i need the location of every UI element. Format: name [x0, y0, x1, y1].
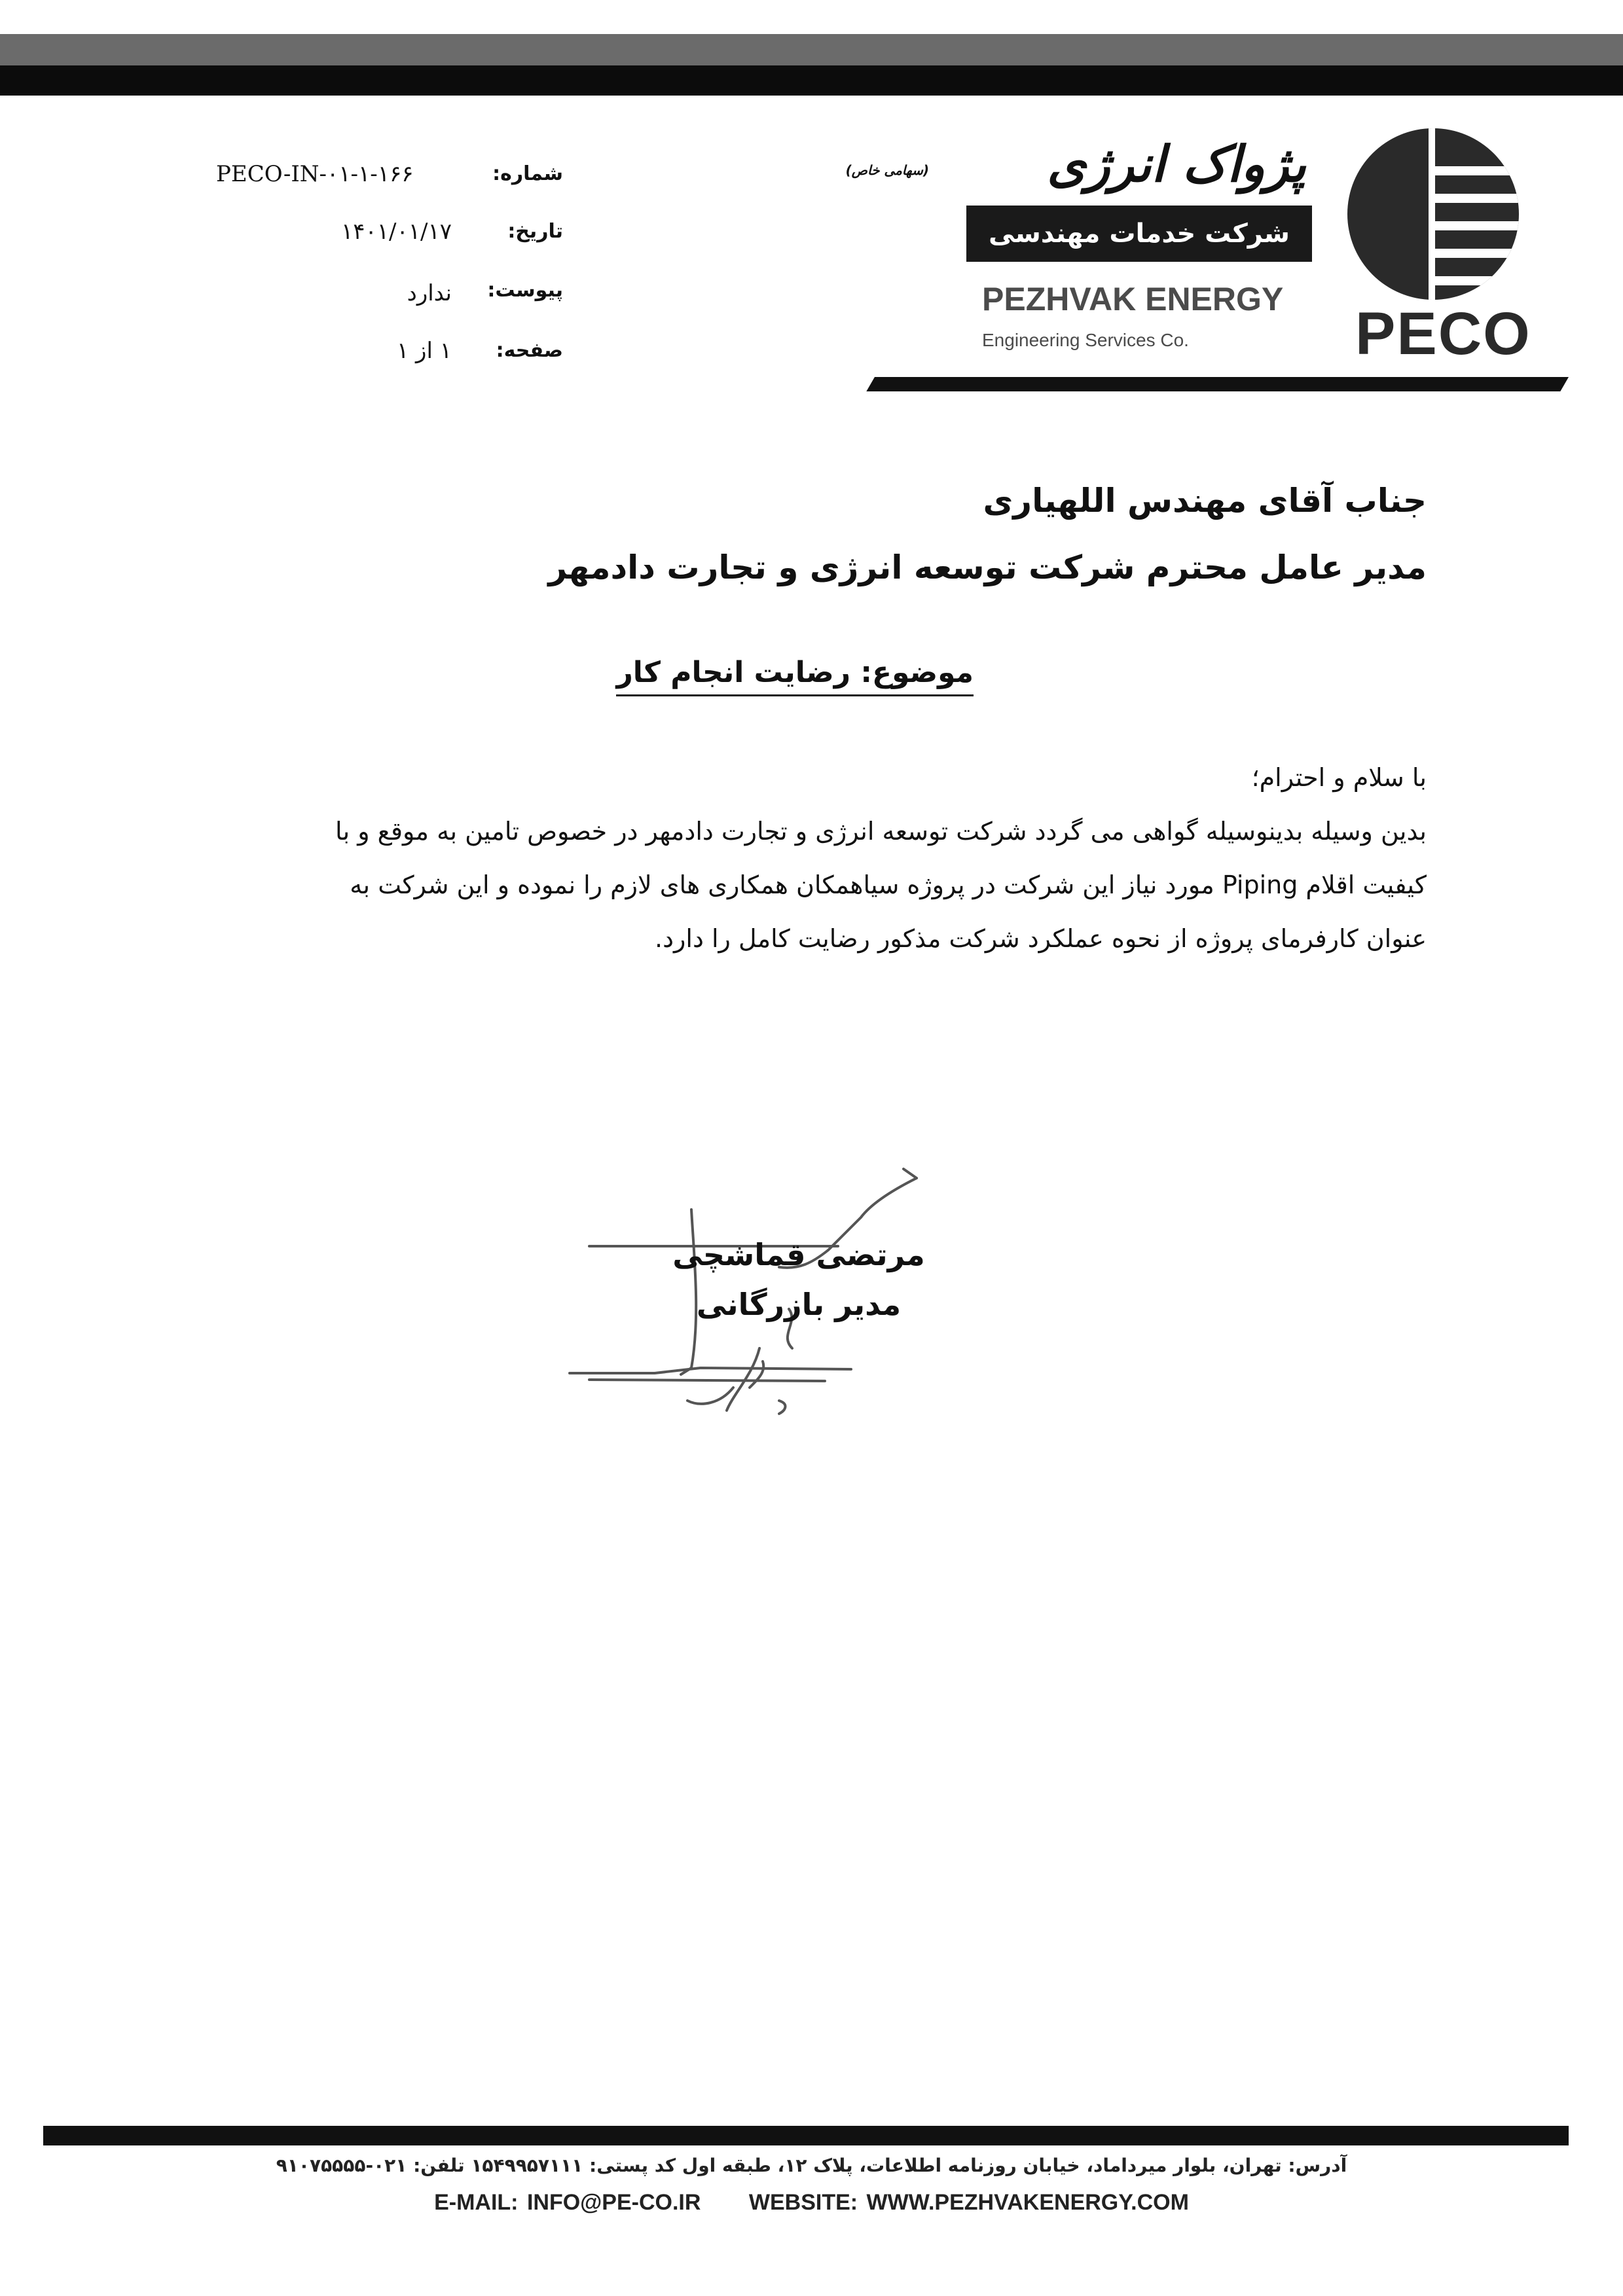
logo-subtitle-en: Engineering Services Co.	[982, 330, 1189, 350]
page-label: صفحه:	[496, 339, 563, 362]
logo-subtitle-fa: شرکت خدمات مهندسی	[989, 219, 1290, 249]
page-value: ۱ از ۱	[396, 338, 452, 364]
signatory-name: مرتضی قماشچی	[672, 1237, 925, 1272]
number-value: PECO-IN-۰۱-۱-۱۶۶	[216, 161, 414, 187]
footer-bar	[43, 2126, 1569, 2145]
number-label: شماره:	[492, 162, 563, 185]
logo-company-type: (سهامی خاص)	[845, 162, 929, 178]
date-label: تاریخ:	[507, 220, 563, 243]
footer-contact	[0, 2190, 1623, 2215]
logo-underline	[866, 377, 1569, 391]
logo-name-fa: پژواک انرژی	[1047, 135, 1306, 193]
addressee-title: مدیر عامل محترم شرکت توسعه انرژی و تجارت دادمهر	[548, 548, 1427, 586]
body-greeting: با سلام و احترام؛	[1251, 763, 1427, 792]
body-line-1: بدین وسیله بدینوسیله گواهی می گردد شرکت توسعه انرژی و تجارت دادمهر در خصوص تامین به موقع و با	[335, 817, 1427, 846]
footer-address: آدرس: تهران، بلوار میرداماد، خیابان روزنامه اطلاعات، پلاک ۱۲، طبقه اول کد پستی: ۱۵۴۹۹۵۷۱۱۱ تلفن: ۰۲۱-۹۱۰۷۵۵۵۵	[276, 2155, 1347, 2176]
letter-subject: موضوع: رضایت انجام کار	[616, 656, 974, 696]
footer-email: E-MAIL: INFO@PE-CO.IR	[434, 2190, 701, 2215]
addressee-name: جناب آقای مهندس اللهیاری	[983, 482, 1427, 520]
logo-emblem-icon	[1347, 128, 1519, 300]
header-gray-bar	[0, 34, 1623, 65]
body-line-3: عنوان کارفرمای پروژه از نحوه عملکرد شرکت مذکور رضایت کامل را دارد.	[655, 924, 1427, 953]
signatory-title: مدیر بازرگانی	[696, 1287, 902, 1322]
date-value: ۱۴۰۱/۰۱/۱۷	[340, 219, 452, 245]
logo-abbreviation: PECO	[1355, 300, 1531, 367]
attachment-label: پیوست:	[487, 279, 563, 302]
logo-name-en: PEZHVAK ENERGY	[982, 281, 1284, 317]
footer-website: WEBSITE: WWW.PEZHVAKENERGY.COM	[748, 2190, 1189, 2215]
header-black-bar	[0, 65, 1623, 96]
body-line-2: کیفیت اقلام Piping مورد نیاز این شرکت در پروژه سیاهمکان همکاری های لازم را نموده و این شرکت به	[350, 870, 1427, 899]
attachment-value: ندارد	[407, 280, 452, 306]
